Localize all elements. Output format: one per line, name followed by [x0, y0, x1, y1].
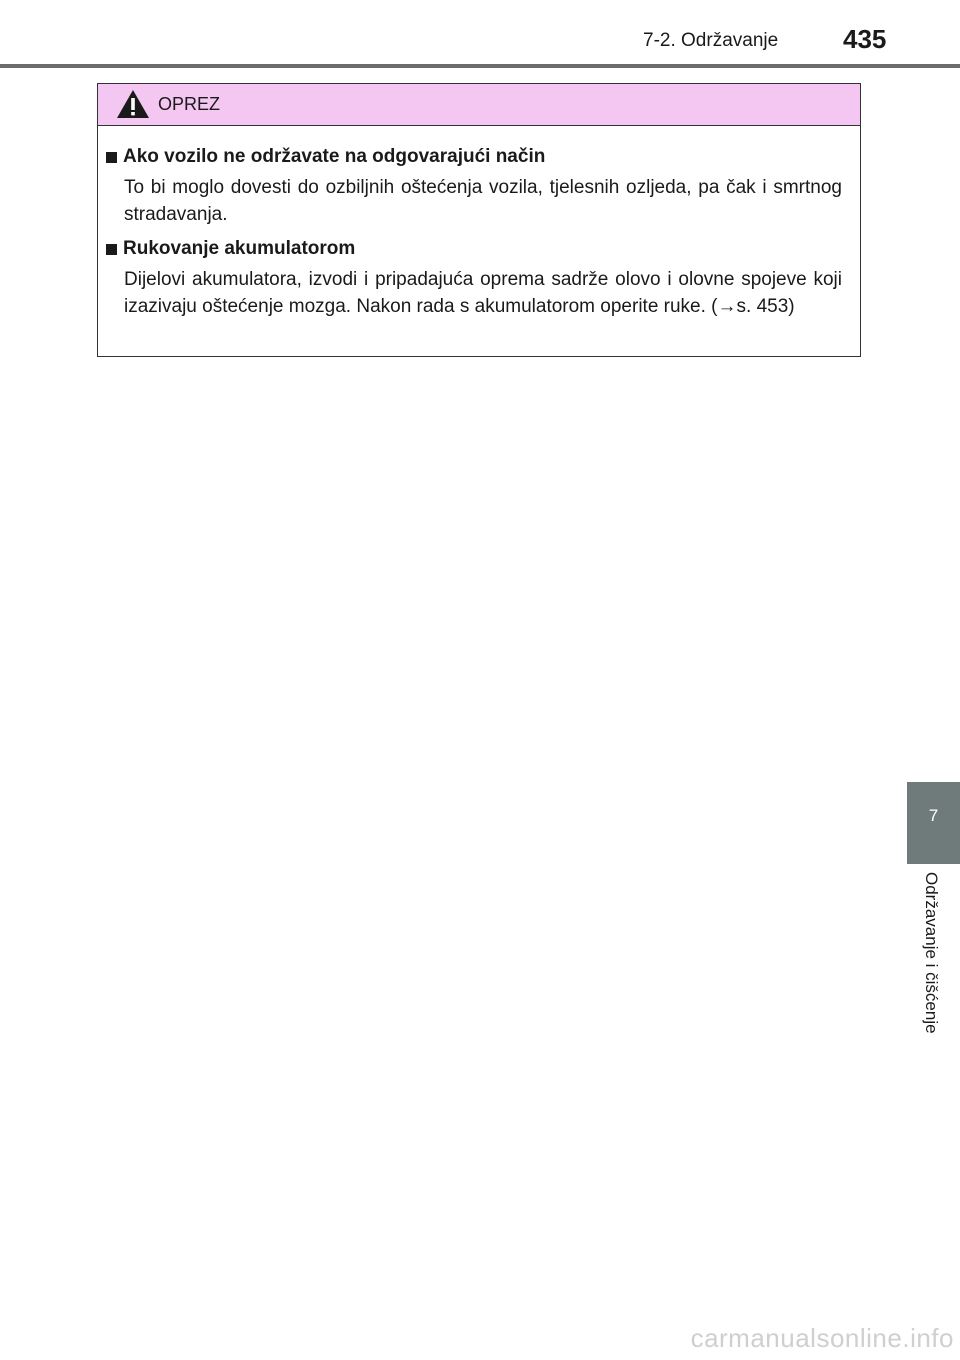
chapter-label: Održavanje i čišćenje: [922, 872, 941, 1034]
watermark: carmanualsonline.info: [690, 1323, 954, 1353]
warning-box: [97, 83, 861, 357]
warning-item-title: [106, 236, 842, 262]
chapter-tab[interactable]: [907, 782, 960, 864]
warning-item-text: To bi moglo dovesti do ozbiljnih oštećenja vozila, tjelesnih ozljeda, pa čak i smrtnog stradavanja.: [124, 177, 842, 225]
warning-item: [106, 236, 842, 320]
warning-item-title: [106, 144, 842, 170]
chapter-number: 7: [928, 806, 939, 825]
warning-item: [106, 144, 842, 228]
warning-triangle-icon: [116, 89, 150, 119]
warning-body: [98, 126, 860, 320]
page-number: 435: [843, 24, 887, 54]
header-section-title: 7-2. Održavanje: [643, 30, 779, 51]
header-rule: [0, 64, 960, 68]
warning-item-text: Dijelovi akumulatora, izvodi i pripadajuća oprema sadrže olovo i olovne spojeve koji izazivaju oštećenje mozga. Nakon rada s akumulatorom operite ruke. (→s. 453): [124, 269, 842, 317]
warning-label: OPREZ: [158, 94, 221, 114]
warning-header: [98, 84, 860, 126]
chapter-label-wrap: [907, 872, 947, 1082]
warning-item-title-text: Ako vozilo ne održavate na odgovarajući način: [123, 146, 546, 167]
square-bullet-icon: [106, 244, 117, 255]
square-bullet-icon: [106, 152, 117, 163]
warning-item-title-text: Rukovanje akumulatorom: [123, 238, 356, 259]
